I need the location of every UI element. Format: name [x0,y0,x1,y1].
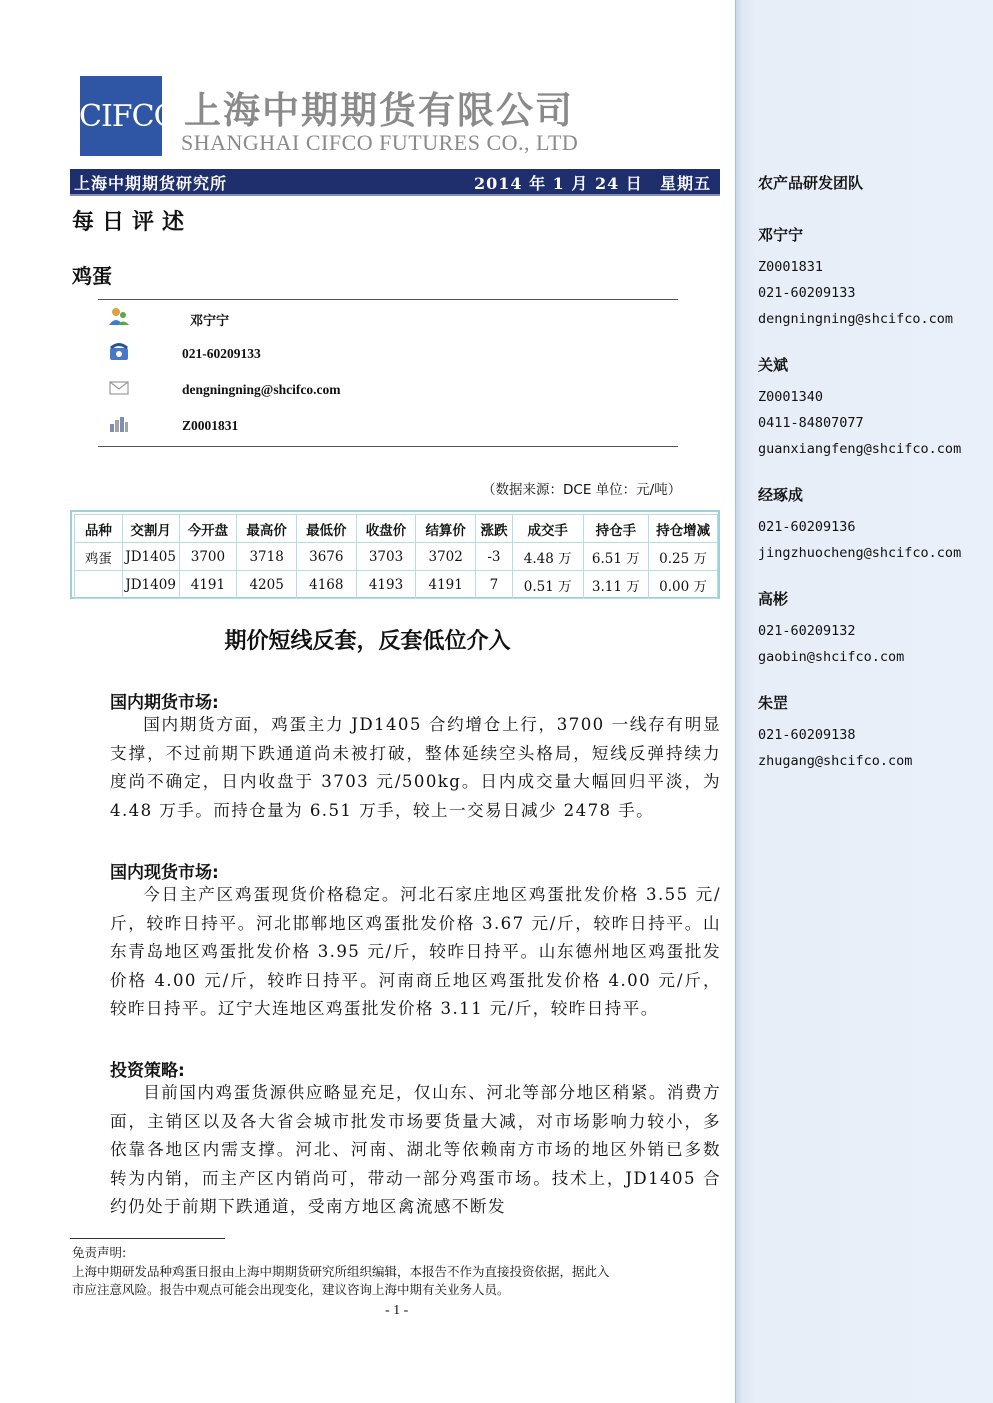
col-header: 最低价 [296,515,356,543]
table-cell: -3 [476,543,513,571]
table-cell: 3700 [179,543,237,571]
col-header: 品种 [75,515,123,543]
data-source-note: （数据来源：DCE 单位：元/吨） [482,482,682,498]
team-member [758,484,961,566]
report-header-bar [70,169,720,196]
footer-divider [70,1238,225,1239]
section-title: 每日评述 [72,209,193,235]
table-cell: 4191 [179,571,237,599]
sidebar-title: 农产品研发团队 [758,174,864,192]
report-headline: 期价短线反套，反套低位介入 [224,629,511,654]
company-name-cn: 上海中期期货有限公司 [184,89,574,132]
table-cell: 3718 [237,543,297,571]
analyst-contact-box [98,299,678,447]
table-cell: 3676 [296,543,356,571]
col-header: 涨跌 [476,515,513,543]
table-row [75,543,718,571]
col-header: 成交手 [512,515,583,543]
col-header: 结算价 [416,515,476,543]
col-header: 交割月 [122,515,179,543]
member-phone: 021-60209138 [758,727,856,743]
member-email[interactable]: jingzhuocheng@shcifco.com [758,545,962,561]
research-team-sidebar [735,0,993,1403]
member-license: Z0001340 [758,389,824,405]
table-cell: 6.51 万 [583,543,649,571]
member-name: 邓宁宁 [758,226,804,244]
table-cell: 3702 [416,543,476,571]
member-email[interactable]: guanxiangfeng@shcifco.com [758,441,962,457]
table-cell: 3.11 万 [583,571,649,599]
member-email[interactable]: dengningning@shcifco.com [758,311,954,327]
member-name: 经琢成 [758,486,804,504]
col-header: 持仓手 [583,515,649,543]
analyst-license: Z0001831 [182,418,239,433]
col-header: 收盘价 [356,515,416,543]
disclaimer-line: 市应注意风险。报告中观点可能会出现变化，建议咨询上海中期有关业务人员。 [72,1282,510,1297]
price-table-frame [70,510,720,599]
member-phone: 0411-84807077 [758,415,864,431]
report-date: 2014 年 1 月 24 日 [474,174,643,193]
disclaimer-line: 上海中期研发品种鸡蛋日报由上海中期期货研究所组织编辑，本报告不作为直接投资依据，据此入 [72,1264,610,1279]
table-cell: 鸡蛋 [75,543,123,571]
table-cell: 4205 [237,571,297,599]
contact-phone-row [98,340,678,370]
table-cell: 4168 [296,571,356,599]
company-name-en: SHANGHAI CIFCO FUTURES CO., LTD [181,130,579,155]
member-phone: 021-60209132 [758,623,856,639]
table-cell: 0.00 万 [649,571,718,599]
member-license: Z0001831 [758,259,824,275]
phone-icon [108,342,130,362]
analyst-name: 邓宁宁 [190,314,230,329]
col-header: 持仓增减 [649,515,718,543]
product-title: 鸡蛋 [72,264,112,288]
member-name: 关斌 [758,356,789,374]
table-cell: 4193 [356,571,416,599]
team-member [758,354,961,462]
section-heading: 投资策略: [110,1061,185,1081]
disclaimer-label: 免责声明: [72,1245,127,1260]
member-email[interactable]: zhugang@shcifco.com [758,753,913,769]
institute-name: 上海中期期货研究所 [74,174,228,193]
envelope-icon [108,378,130,398]
table-cell: JD1405 [122,543,179,571]
page-number: - 1 - [385,1303,409,1318]
contact-email-row [98,376,678,406]
table-cell: 4191 [416,571,476,599]
section-paragraph: 目前国内鸡蛋货源供应略显充足，仅山东、河北等部分地区稍紧。消费方面，主销区以及各大省会城市批发市场要货量大减，对市场影响力较小，多依靠各地区内需支撑。河北、河南、湖北等依赖南方市场的地区外销已多数转为内销，而主产区内销尚可，带动一部分鸡蛋市场。技术上，JD1405 合约仍处于前期下跌通道，受南方地区禽流感不断发 [110,1083,721,1216]
section-heading: 国内现货市场: [110,863,219,883]
table-row [75,571,718,599]
member-name: 朱罡 [758,694,789,712]
table-cell: 4.48 万 [512,543,583,571]
member-phone: 021-60209136 [758,519,856,535]
table-cell: 7 [476,571,513,599]
team-member [758,692,912,774]
table-cell: 0.51 万 [512,571,583,599]
chart-icon [108,414,130,434]
analyst-phone: 021-60209133 [182,346,261,361]
team-member [758,588,904,670]
col-header: 最高价 [237,515,297,543]
company-logo [79,76,178,156]
contact-name-row [98,304,678,334]
member-phone: 021-60209133 [758,285,856,301]
table-cell [75,571,123,599]
table-cell: 0.25 万 [649,543,718,571]
analyst-email[interactable]: dengningning@shcifco.com [182,382,341,397]
section-heading: 国内期货市场: [110,693,219,713]
table-cell: JD1409 [122,571,179,599]
contact-license-row [98,412,678,442]
person-icon [108,306,130,326]
table-cell: 3703 [356,543,416,571]
table-header-row [75,515,718,543]
logo-text: CIFCO [79,99,178,134]
report-weekday: 星期五 [660,174,712,193]
section-paragraph: 今日主产区鸡蛋现货价格稳定。河北石家庄地区鸡蛋批发价格 3.55 元/斤，较昨日持平。河北邯郸地区鸡蛋批发价格 3.67 元/斤，较昨日持平。山东青岛地区鸡蛋批发价格 3.95 元/斤，较昨日持平。山东德州地区鸡蛋批发价格 4.00 元/斤，较昨日持平。河南商丘地区鸡蛋批发价格 4.00 元/斤，较昨日持平。辽宁大连地区鸡蛋批发价格 3.11 元/斤，较昨日持平。 [110,885,721,1018]
price-table [74,514,718,599]
team-member [758,224,953,332]
member-email[interactable]: gaobin@shcifco.com [758,649,905,665]
col-header: 今开盘 [179,515,237,543]
section-paragraph: 国内期货方面，鸡蛋主力 JD1405 合约增仓上行，3700 一线存有明显支撑，不过前期下跌通道尚未被打破，整体延续空头格局，短线反弹持续力度尚不确定，日内收盘于 3703 元/500kg。日内成交量大幅回归平淡，为 4.48 万手。而持仓量为 6.51 万手，较上一交易日减少 2478 手。 [110,715,721,820]
member-name: 高彬 [758,590,789,608]
